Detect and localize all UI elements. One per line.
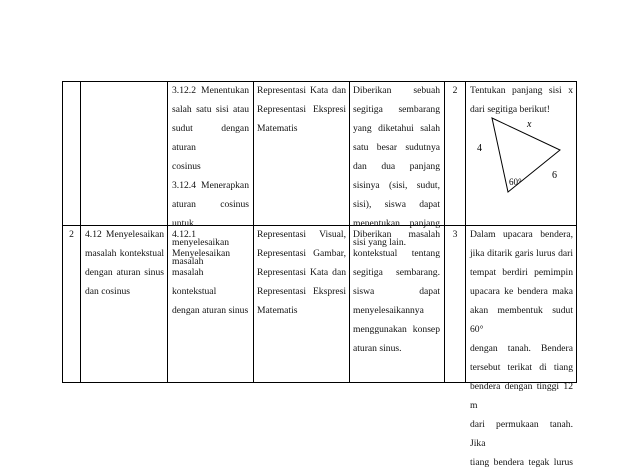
text-line: satu besar sudutnya	[353, 142, 440, 153]
row1-question-number: 2	[452, 85, 458, 96]
text-line: bendera dengan tinggi 12 m	[470, 381, 573, 411]
text-line: cosinus	[172, 161, 201, 172]
text-line: Dalam upacara bendera,	[470, 229, 573, 240]
text-line: upacara ke bendera maka	[470, 286, 573, 297]
col-rule	[167, 81, 168, 383]
text-line: Representasi Gambar,	[257, 248, 346, 259]
row2-representasi	[257, 225, 346, 320]
text-line: 4.12 Menyelesaikan	[85, 229, 164, 240]
text-line: menggunakan konsep	[353, 324, 440, 335]
side-label-left: 4	[477, 143, 482, 154]
text-line: segitiga sembarang	[353, 104, 440, 115]
text-line: Matematis	[257, 305, 298, 316]
text-line: masalah kontekstual	[172, 267, 217, 297]
row2-indikator	[172, 225, 249, 320]
text-line: menentukan panjang	[353, 218, 440, 229]
text-line: akan membentuk sudut 60°	[470, 305, 573, 335]
text-line: Representasi Ekspresi	[257, 104, 346, 115]
text-line: dari permukaan tanah. Jika	[470, 419, 573, 449]
text-line: sisi), siswa dapat	[353, 199, 440, 210]
text-line: aturan cosinus untuk	[172, 199, 249, 229]
side-label-right: 6	[552, 170, 557, 181]
row2-number: 2	[69, 229, 74, 240]
row2-kriteria	[353, 225, 440, 358]
text-line: tiang bendera tegak lurus	[470, 457, 573, 468]
triangle-shape	[492, 118, 560, 192]
text-line: masalah	[172, 256, 204, 267]
col-rule	[80, 81, 81, 383]
text-line: Representasi Ekspresi	[257, 286, 346, 297]
text-line: menyelesaikan	[172, 237, 230, 248]
text-line: siswa dapat	[353, 286, 440, 297]
text-line: Menyelesaikan	[172, 248, 231, 259]
text-line: dari segitiga berikut!	[470, 104, 550, 115]
text-line: Representasi Kata dan	[257, 267, 346, 278]
row2-soal	[470, 225, 573, 472]
row2-question-number: 3	[452, 229, 458, 240]
text-line: Representasi Visual,	[257, 229, 346, 240]
text-line: tempat berdiri pemimpin	[470, 267, 573, 278]
text-line: dan cosinus	[85, 286, 131, 297]
triangle-figure	[466, 112, 576, 196]
text-line: salah satu sisi atau	[172, 104, 249, 115]
text-line: dengan aturan sinus	[172, 305, 249, 316]
text-line: dengan aturan sinus	[85, 267, 164, 278]
text-line: masalah kontekstual	[85, 248, 164, 259]
col-rule	[349, 81, 350, 383]
text-line: 4.12.1	[172, 229, 196, 240]
text-line: Diberikan sebuah	[353, 85, 440, 96]
row1-representasi	[257, 81, 346, 138]
text-line: sisi yang lain.	[353, 237, 407, 248]
angle-label: 60°	[509, 177, 522, 187]
text-line: sisinya (sisi, sudut,	[353, 180, 440, 191]
side-label-x: x	[527, 119, 532, 130]
text-line: menyelesaikannya	[353, 305, 424, 316]
text-line: Diberikan masalah	[353, 229, 440, 240]
text-line: Representasi Kata dan	[257, 85, 346, 96]
col-rule	[253, 81, 254, 383]
text-line: jika ditarik garis lurus dari	[470, 248, 573, 259]
text-line: dengan tanah. Bendera	[470, 343, 573, 354]
text-line: 3.12.4 Menerapkan	[172, 180, 249, 191]
text-line: tersebut terikat di tiang	[470, 362, 573, 373]
text-line: yang diketahui salah	[353, 123, 440, 134]
text-line: sudut dengan aturan	[172, 123, 249, 153]
col-rule	[576, 81, 577, 383]
text-line: 3.12.2 Menentukan	[172, 85, 249, 96]
row2-kd	[85, 225, 164, 301]
text-line: Matematis	[257, 123, 298, 134]
text-line: Tentukan panjang sisi x	[470, 85, 573, 96]
text-line: kontekstual tentang	[353, 248, 440, 259]
text-line: dan dua panjang	[353, 161, 440, 172]
text-line: aturan sinus.	[353, 343, 402, 354]
text-line: segitiga sembarang.	[353, 267, 440, 278]
